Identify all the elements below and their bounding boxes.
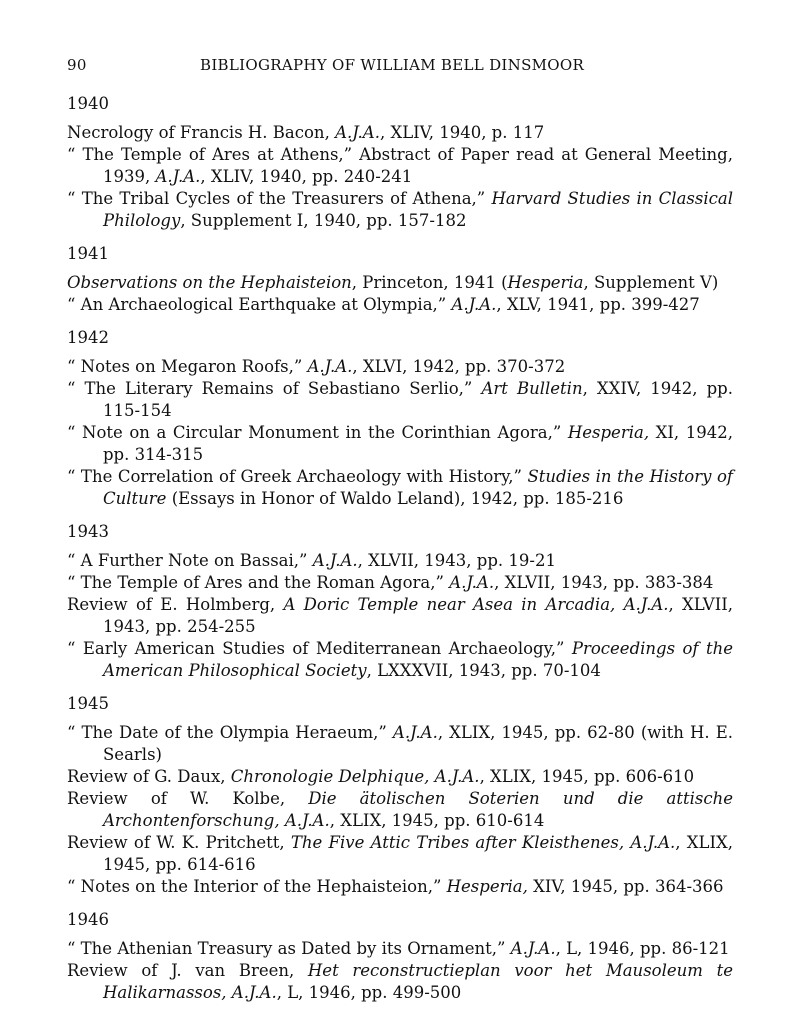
bibliography-entry <box>67 572 733 594</box>
bibliography-entry <box>67 766 733 788</box>
entry-text: Review of G. Daux, <box>67 767 231 786</box>
bibliography-entry <box>67 876 733 898</box>
entry-italic-text: Art Bulletin <box>481 379 583 398</box>
year-section-1945 <box>67 694 733 898</box>
entry-text: “ The Temple of Ares and the Roman Agora,” <box>67 573 450 592</box>
entry-text: , XLIX, 1945, pp. 62-80 (with H. E. Searls) <box>103 723 733 764</box>
entry-italic-text: Het reconstructieplan voor het Mausoleum te Halikarnassos, A.J.A. <box>103 961 733 1002</box>
bibliography-entry <box>67 938 733 960</box>
entry-text: “ The Athenian Treasury as Dated by its Ornament,” <box>67 939 511 958</box>
entry-italic-text: Hesperia <box>507 273 584 292</box>
entry-text: “ The Tribal Cycles of the Treasurers of Athena,” <box>67 189 492 208</box>
entry-italic-text: A.J.A. <box>510 939 556 958</box>
entry-italic-text: A Doric Temple near Asea in Arcadia, A.J.A. <box>283 595 669 614</box>
year-section-1946 <box>67 910 733 1004</box>
bibliography-entry <box>67 188 733 232</box>
entry-text: , LXXXVII, 1943, pp. 70-104 <box>366 661 601 680</box>
entry-italic-text: Hesperia, <box>567 423 650 442</box>
bibliography-entry <box>67 294 733 316</box>
entry-text: “ An Archaeological Earthquake at Olympia,” <box>67 295 452 314</box>
entry-text: “ Notes on Megaron Roofs,” <box>67 357 308 376</box>
year-heading: 1942 <box>67 328 109 347</box>
entry-text: , XLIX, 1945, pp. 614-616 <box>103 833 733 874</box>
bibliography-entry <box>67 122 733 144</box>
entry-text: Review of J. van Breen, <box>67 961 308 980</box>
entry-italic-text: Chronologie Delphique, A.J.A. <box>230 767 480 786</box>
year-heading: 1941 <box>67 244 109 263</box>
page-number: 90 <box>67 56 87 74</box>
entry-italic-text: A.J.A. <box>155 167 201 186</box>
year-heading: 1943 <box>67 522 109 541</box>
entry-text: , XLVI, 1942, pp. 370-372 <box>352 357 566 376</box>
entry-text: “ The Literary Remains of Sebastiano Serlio,” <box>67 379 482 398</box>
entry-text: Review of W. K. Pritchett, <box>67 833 291 852</box>
entry-text: , XLVII, 1943, pp. 254-255 <box>103 595 733 636</box>
entry-text: , L, 1946, pp. 499-500 <box>276 983 462 1002</box>
entry-text: , XLVII, 1943, pp. 383-384 <box>494 573 714 592</box>
entry-italic-text: Harvard Studies in Classical Philology <box>103 189 733 230</box>
entry-text: Review of W. Kolbe, <box>67 789 309 808</box>
year-section-1942 <box>67 328 733 510</box>
entry-text: Necrology of Francis H. Bacon, <box>67 123 336 142</box>
bibliography-entry <box>67 466 733 510</box>
entry-text: , Supplement V) <box>583 273 719 292</box>
entry-text: , XXIV, 1942, pp. 115-154 <box>103 379 733 420</box>
entry-text: , XLVII, 1943, pp. 19-21 <box>357 551 556 570</box>
entry-text: XI, 1942, pp. 314-315 <box>103 423 733 464</box>
entry-italic-text: Observations on the Hephaisteion <box>67 273 352 292</box>
bibliography-entry <box>67 144 733 188</box>
entry-italic-text: Hesperia, <box>446 877 528 896</box>
bibliography-entry <box>67 788 733 832</box>
bibliography-entry <box>67 594 733 638</box>
entry-italic-text: A.J.A. <box>307 357 353 376</box>
entry-text: “ The Correlation of Greek Archaeology with History,” <box>67 467 528 486</box>
bibliography-entry <box>67 638 733 682</box>
entry-italic-text: Die ätolischen Soterien und die attische Archontenforschung, A.J.A. <box>103 789 733 830</box>
entry-text: “ Notes on the Interior of the Hephaisteion,” <box>67 877 447 896</box>
year-section-1940 <box>67 94 733 232</box>
entry-italic-text: A.J.A. <box>335 123 380 142</box>
entry-italic-text: A.J.A. <box>449 573 495 592</box>
entry-text: “ A Further Note on Bassai,” <box>67 551 313 570</box>
entry-text: , Supplement I, 1940, pp. 157-182 <box>180 211 467 230</box>
entry-text: , XLIX, 1945, pp. 610-614 <box>329 811 545 830</box>
entry-text: “ Note on a Circular Monument in the Corinthian Agora,” <box>67 423 568 442</box>
entry-text: XIV, 1945, pp. 364-366 <box>527 877 724 896</box>
entry-text: , Princeton, 1941 ( <box>351 273 508 292</box>
entry-text: , XLV, 1941, pp. 399-427 <box>496 295 700 314</box>
entry-text: , XLIV, 1940, p. 117 <box>379 123 545 142</box>
entry-text: “ The Date of the Olympia Heraeum,” <box>67 723 393 742</box>
entry-italic-text: A.J.A. <box>312 551 358 570</box>
year-section-1943 <box>67 522 733 682</box>
bibliography-entry <box>67 832 733 876</box>
entry-text: (Essays in Honor of Waldo Leland), 1942, pp. 185-216 <box>166 489 624 508</box>
entry-italic-text: A.J.A. <box>392 723 438 742</box>
year-heading: 1946 <box>67 910 109 929</box>
running-title: BIBLIOGRAPHY OF WILLIAM BELL DINSMOOR <box>200 56 585 74</box>
year-heading: 1945 <box>67 694 109 713</box>
entry-italic-text: Proceedings of the American Philosophical Society <box>103 639 733 680</box>
entry-italic-text: A.J.A. <box>451 295 497 314</box>
year-section-1941 <box>67 244 733 316</box>
bibliography-entry <box>67 272 733 294</box>
bibliography-content <box>67 94 733 1016</box>
bibliography-entry <box>67 550 733 572</box>
entry-text: Review of E. Holmberg, <box>67 595 284 614</box>
entry-text: , XLIV, 1940, pp. 240-241 <box>200 167 413 186</box>
bibliography-entry <box>67 356 733 378</box>
entry-text: , L, 1946, pp. 86-121 <box>555 939 730 958</box>
year-heading: 1940 <box>67 94 109 113</box>
entry-text: “ Early American Studies of Mediterranean Archaeology,” <box>67 639 572 658</box>
bibliography-entry <box>67 378 733 422</box>
page-header <box>67 56 737 78</box>
entry-text: “ The Temple of Ares at Athens,” Abstract of Paper read at General Meeting, 1939, <box>67 145 733 186</box>
bibliography-entry <box>67 422 733 466</box>
entry-italic-text: The Five Attic Tribes after Kleisthenes, A.J.A. <box>290 833 676 852</box>
entry-text: , XLIX, 1945, pp. 606-610 <box>479 767 695 786</box>
bibliography-entry <box>67 722 733 766</box>
entry-italic-text: Studies in the History of Culture <box>103 467 733 508</box>
bibliography-entry <box>67 960 733 1004</box>
